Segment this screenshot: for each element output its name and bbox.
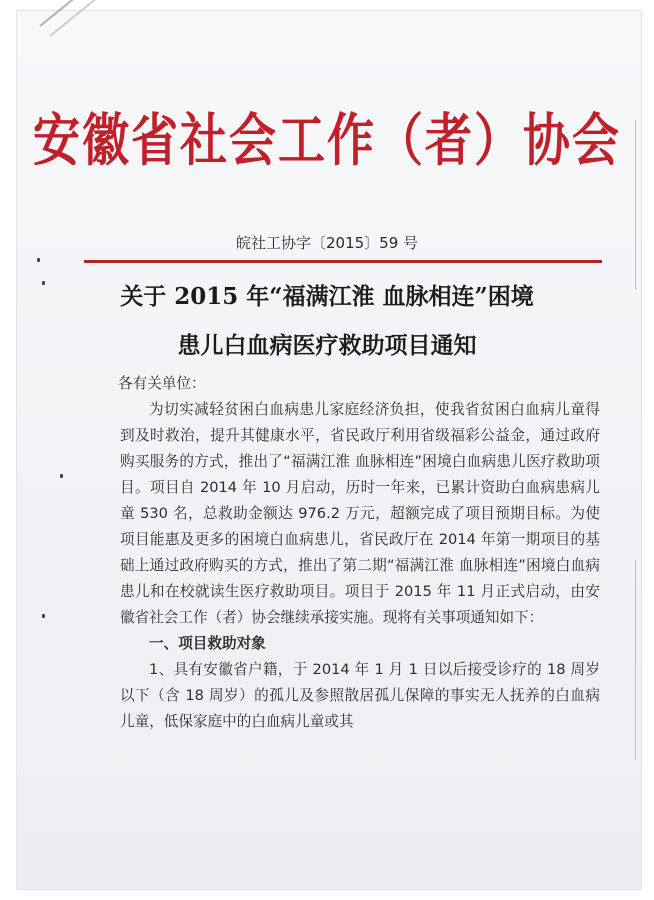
salutation: 各有关单位： [118,375,206,392]
paper-edge-mark [635,560,636,760]
paragraph-introduction: 为切实减轻贫困白血病患儿家庭经济负担，使我省贫困白血病儿童得到及时救治，提升其健康水平，省民政厅利用省级福彩公益金，通过政府购买服务的方式，推出了“福满江淮 血脉相连”困境白血病患儿医疗救助项目。项目自 2014 年 10 月启动，历时一年来，已累计资助白血病患病儿童 530 名，总救助金额达 976.2 万元，超额完成了项目预期目标。为使项目能惠及更多的困境白血病患儿，省民政厅在 2014 年第一期项目的基础上通过政府购买的方式，推出了第二期“福满江淮 血脉相连”困境白血病患儿和在校就读生医疗救助项目。项目于 2015 年 11 月正式启动，由安徽省社会工作（者）协会继续承接实施。现将有关事项通知如下： [120,401,600,626]
notice-body [120,371,600,735]
paragraph-eligibility: 1、具有安徽省户籍，于 2014 年 1 月 1 日以后接受诊疗的 18 周岁以下（含 18 周岁）的孤儿及参照散居孤儿保障的事实无人抚养的白血病儿童，低保家庭中的白血病儿童或其 [120,661,600,730]
organization-letterhead: 安徽省社会工作（者）协会 [33,108,621,174]
letterhead-red-rule [84,260,602,263]
notice-title-line-1: 关于 2015 年“福满江淮 血脉相连”困境 [120,283,534,310]
scan-speck [60,474,63,478]
scan-speck [42,614,45,618]
scan-speck [37,258,40,262]
notice-title-line-2: 患儿白血病医疗救助项目通知 [177,332,477,359]
section-heading-recipients: 一、项目救助对象 [149,635,266,652]
document-number: 皖社工协字〔2015〕59 号 [235,234,419,252]
